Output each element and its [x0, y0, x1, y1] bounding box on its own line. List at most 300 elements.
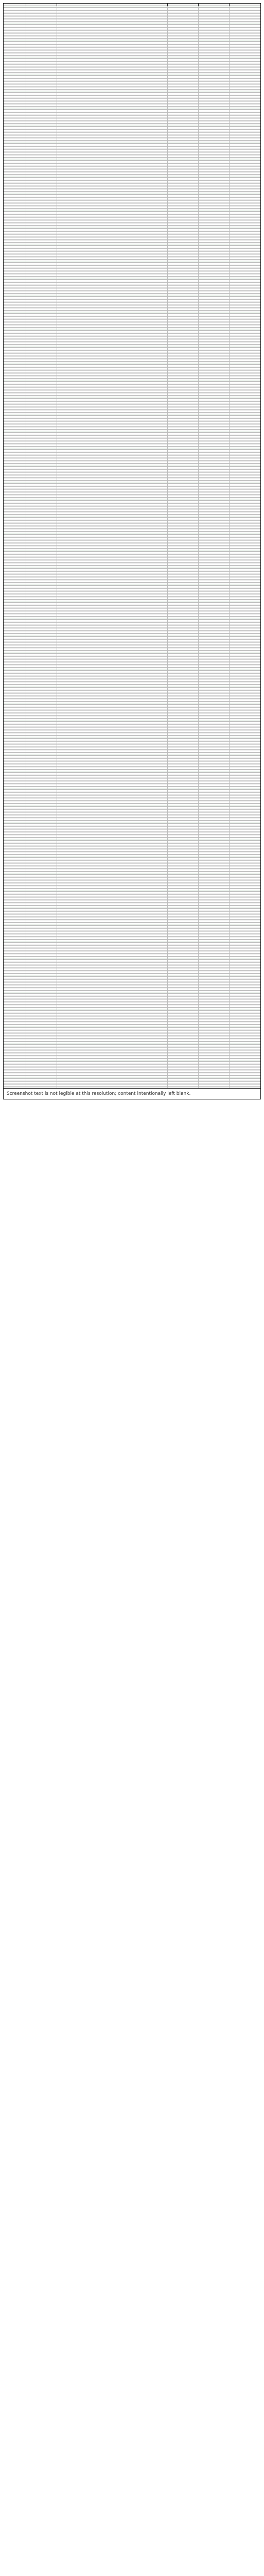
- table-cell: [199, 705, 230, 706]
- table-cell: [57, 88, 168, 89]
- table-cell: [168, 138, 199, 139]
- table-cell: [26, 335, 57, 336]
- table-cell: [168, 733, 199, 734]
- table-cell: [57, 230, 168, 231]
- table-cell: [4, 199, 26, 200]
- table-cell: [230, 144, 260, 145]
- table-cell: [230, 250, 260, 251]
- table-cell: [199, 235, 230, 236]
- table-cell: [26, 553, 57, 554]
- table-cell: [4, 91, 26, 92]
- table-cell: [199, 740, 230, 741]
- table-cell: [168, 509, 199, 510]
- table-cell: [4, 1005, 26, 1006]
- table-cell: [4, 232, 26, 233]
- table-cell: [199, 346, 230, 347]
- table-cell: [230, 983, 260, 984]
- table-cell: [168, 1043, 199, 1044]
- table-cell: [199, 875, 230, 876]
- table-cell: [230, 79, 260, 80]
- table-cell: [199, 185, 230, 187]
- table-cell: [26, 63, 57, 64]
- table-cell: [168, 543, 199, 544]
- table-cell: [4, 912, 26, 913]
- table-cell: [199, 12, 230, 13]
- table-cell: [26, 971, 57, 972]
- spreadsheet-table: [3, 3, 261, 1099]
- table-cell: [230, 1070, 260, 1071]
- table-cell: [26, 199, 57, 200]
- table-cell: [230, 886, 260, 887]
- table-cell: [230, 617, 260, 618]
- table-cell: [230, 349, 260, 350]
- table-cell: [230, 355, 260, 357]
- table-cell: [230, 811, 260, 812]
- table-cell: [4, 482, 26, 483]
- table-cell: [26, 879, 57, 880]
- table-cell: [26, 901, 57, 902]
- table-cell: [26, 295, 57, 296]
- table-cell: [26, 671, 57, 672]
- table-cell: [4, 400, 26, 401]
- table-cell: [168, 801, 199, 802]
- table-cell: [57, 323, 168, 324]
- table-cell: [4, 544, 26, 545]
- table-cell: [199, 1023, 230, 1024]
- table-cell: [26, 144, 57, 145]
- table-cell: [199, 774, 230, 775]
- table-cell: [199, 762, 230, 763]
- table-cell: [230, 124, 260, 125]
- table-cell: [199, 662, 230, 663]
- table-cell: [199, 592, 230, 593]
- table-cell: [4, 901, 26, 902]
- table-cell: [4, 286, 26, 287]
- table-cell: [230, 1082, 260, 1083]
- table-cell: [57, 764, 168, 765]
- table-cell: [168, 920, 199, 921]
- table-cell: [230, 445, 260, 446]
- table-cell: [168, 148, 199, 149]
- table-cell: [168, 385, 199, 386]
- table-cell: [168, 719, 199, 720]
- table-cell: [57, 1006, 168, 1007]
- table-cell: [26, 869, 57, 870]
- table-cell: [168, 510, 199, 511]
- table-cell: [26, 541, 57, 542]
- table-cell: [230, 876, 260, 877]
- table-cell: [57, 306, 168, 307]
- table-cell: [168, 828, 199, 829]
- table-cell: [26, 25, 57, 26]
- table-cell: [199, 539, 230, 540]
- table-cell: [57, 362, 168, 363]
- table-cell: [230, 985, 260, 986]
- table-cell: [57, 332, 168, 333]
- table-cell: [26, 722, 57, 723]
- table-cell: [26, 978, 57, 979]
- table-cell: [168, 68, 199, 69]
- table-cell: [168, 172, 199, 173]
- table-cell: [57, 743, 168, 744]
- table-cell: [26, 954, 57, 955]
- table-cell: [199, 389, 230, 391]
- table-cell: [168, 467, 199, 468]
- table-cell: [4, 736, 26, 737]
- table-cell: [199, 586, 230, 587]
- table-cell: [199, 190, 230, 191]
- table-cell: [199, 838, 230, 839]
- table-cell: [230, 170, 260, 171]
- table-cell: [26, 597, 57, 598]
- table-cell: [57, 771, 168, 772]
- table-cell: [199, 773, 230, 774]
- table-cell: [26, 861, 57, 862]
- table-cell: [230, 864, 260, 865]
- table-cell: [199, 269, 230, 270]
- table-cell: [230, 113, 260, 114]
- table-cell: [230, 216, 260, 217]
- table-cell: [57, 648, 168, 649]
- table-cell: [26, 107, 57, 108]
- table-cell: [26, 243, 57, 244]
- table-cell: [4, 420, 26, 421]
- table-cell: [199, 321, 230, 323]
- table-cell: [199, 743, 230, 744]
- table-cell: [26, 352, 57, 353]
- table-cell: [230, 742, 260, 743]
- table-cell: [4, 975, 26, 976]
- table-cell: [168, 957, 199, 958]
- table-cell: [26, 811, 57, 812]
- table-cell: [57, 155, 168, 156]
- table-cell: [199, 835, 230, 836]
- table-cell: [230, 90, 260, 91]
- table-cell: [230, 499, 260, 500]
- table-cell: [26, 859, 57, 860]
- table-cell: [230, 145, 260, 146]
- table-cell: [230, 77, 260, 78]
- table-cell: [168, 626, 199, 627]
- table-cell: [168, 498, 199, 499]
- table-cell: [230, 263, 260, 264]
- table-cell: [26, 1053, 57, 1054]
- table-cell: [57, 1087, 168, 1088]
- table-cell: [230, 453, 260, 454]
- table-cell: [230, 100, 260, 101]
- table-cell: [230, 116, 260, 117]
- table-cell: [4, 202, 26, 204]
- table-cell: [26, 654, 57, 655]
- table-cell: [199, 1051, 230, 1052]
- table-cell: [4, 448, 26, 449]
- table-cell: [168, 73, 199, 74]
- table-cell: [199, 136, 230, 137]
- table-cell: [168, 875, 199, 876]
- table-cell: [199, 261, 230, 262]
- table-cell: [26, 498, 57, 499]
- table-cell: [26, 1046, 57, 1047]
- table-cell: [57, 53, 168, 54]
- table-cell: [4, 932, 26, 933]
- table-cell: [57, 620, 168, 621]
- table-cell: [168, 1065, 199, 1066]
- table-cell: [4, 657, 26, 658]
- table-cell: [57, 408, 168, 409]
- table-cell: [26, 717, 57, 718]
- table-cell: [26, 804, 57, 805]
- table-cell: [168, 969, 199, 970]
- table-cell: [168, 782, 199, 783]
- table-cell: [26, 672, 57, 673]
- table-cell: [26, 640, 57, 641]
- table-cell: [230, 677, 260, 678]
- table-cell: [168, 417, 199, 418]
- table-cell: [199, 366, 230, 367]
- table-cell: [199, 796, 230, 797]
- table-cell: [168, 839, 199, 840]
- table-cell: [168, 1028, 199, 1029]
- table-cell: [26, 481, 57, 482]
- table-cell: [230, 767, 260, 768]
- table-cell: [230, 187, 260, 188]
- table-cell: [230, 176, 260, 177]
- table-cell: [57, 6, 168, 7]
- table-cell: [4, 1042, 26, 1043]
- table-cell: [199, 556, 230, 557]
- table-cell: [26, 187, 57, 188]
- table-cell: [26, 832, 57, 833]
- table-cell: [26, 709, 57, 710]
- table-cell: [230, 708, 260, 709]
- table-cell: [230, 751, 260, 752]
- table-cell: [26, 1051, 57, 1052]
- table-cell: [26, 679, 57, 680]
- table-cell: [57, 484, 168, 485]
- table-cell: [199, 634, 230, 635]
- table-cell: [168, 1039, 199, 1040]
- table-cell: [230, 793, 260, 794]
- table-cell: [57, 649, 168, 650]
- table-cell: [199, 751, 230, 752]
- table-cell: [199, 611, 230, 612]
- table-cell: [230, 23, 260, 24]
- table-cell: [57, 907, 168, 908]
- table-cell: [57, 365, 168, 366]
- table-cell: [230, 600, 260, 601]
- table-cell: [230, 308, 260, 309]
- table-cell: [230, 1062, 260, 1063]
- table-cell: [57, 986, 168, 987]
- table-cell: [168, 853, 199, 854]
- table-cell: [26, 422, 57, 423]
- table-cell: [26, 629, 57, 630]
- table-cell: [26, 53, 57, 54]
- table-cell: [57, 379, 168, 380]
- table-cell: [168, 357, 199, 358]
- table-cell: [4, 295, 26, 296]
- table-cell: [26, 623, 57, 624]
- table-cell: [230, 862, 260, 863]
- table-cell: [230, 389, 260, 391]
- table-cell: [4, 12, 26, 13]
- table-cell: [57, 947, 168, 948]
- table-cell: [57, 179, 168, 180]
- table-cell: [4, 951, 26, 952]
- table-cell: [168, 651, 199, 652]
- table-cell: [199, 869, 230, 870]
- table-cell: [230, 592, 260, 593]
- table-cell: [230, 748, 260, 749]
- table-cell: [26, 136, 57, 137]
- table-cell: [57, 481, 168, 482]
- table-cell: [26, 22, 57, 23]
- table-cell: [168, 318, 199, 319]
- table-cell: [168, 694, 199, 695]
- table-cell: [168, 136, 199, 137]
- table-cell: [168, 774, 199, 775]
- table-cell: [4, 128, 26, 129]
- table-cell: [199, 621, 230, 622]
- table-cell: [168, 876, 199, 877]
- table-cell: [168, 836, 199, 837]
- table-cell: [168, 459, 199, 460]
- table-cell: [26, 281, 57, 282]
- table-cell: [4, 11, 26, 12]
- table-cell: [26, 947, 57, 948]
- table-cell: [4, 728, 26, 729]
- table-cell: [26, 711, 57, 712]
- table-cell: [26, 76, 57, 77]
- table-cell: [4, 801, 26, 802]
- table-cell: [26, 287, 57, 289]
- table-cell: [4, 980, 26, 981]
- table-cell: [168, 587, 199, 588]
- table-cell: [4, 989, 26, 990]
- table-cell: [230, 989, 260, 990]
- table-cell: [57, 538, 168, 539]
- table-cell: [57, 890, 168, 891]
- table-cell: [57, 499, 168, 500]
- table-cell: [168, 416, 199, 417]
- table-cell: [199, 535, 230, 536]
- table-cell: [230, 12, 260, 13]
- table-cell: [26, 164, 57, 165]
- table-cell: [199, 929, 230, 930]
- table-cell: [4, 546, 26, 547]
- table-cell: [57, 1043, 168, 1044]
- table-cell: [199, 297, 230, 298]
- table-cell: [230, 48, 260, 49]
- table-cell: [230, 621, 260, 622]
- table-cell: [26, 994, 57, 995]
- table-cell: [230, 612, 260, 613]
- table-cell: [168, 125, 199, 126]
- table-cell: [26, 182, 57, 183]
- table-cell: [26, 8, 57, 9]
- table-cell: [4, 6, 26, 7]
- table-cell: [4, 1080, 26, 1081]
- table-cell: [57, 1023, 168, 1024]
- table-cell: [57, 949, 168, 950]
- table-cell: [26, 201, 57, 202]
- table-cell: [230, 753, 260, 754]
- table-cell: [199, 37, 230, 38]
- table-cell: [4, 335, 26, 336]
- table-cell: [168, 1068, 199, 1069]
- table-cell: [57, 971, 168, 972]
- table-cell: [26, 522, 57, 523]
- table-cell: [26, 31, 57, 32]
- table-cell: [4, 206, 26, 207]
- table-cell: [168, 53, 199, 54]
- table-cell: [199, 457, 230, 459]
- table-cell: [4, 70, 26, 71]
- table-cell: [199, 423, 230, 425]
- table-cell: [199, 80, 230, 81]
- table-cell: [4, 649, 26, 650]
- table-cell: [168, 640, 199, 641]
- table-cell: [168, 60, 199, 61]
- table-cell: [230, 586, 260, 587]
- table-cell: [199, 960, 230, 961]
- table-cell: [230, 998, 260, 999]
- table-cell: [168, 798, 199, 799]
- table-cell: [26, 501, 57, 502]
- table-cell: [230, 238, 260, 239]
- table-cell: [26, 1040, 57, 1041]
- table-cell: [26, 151, 57, 152]
- table-cell: [57, 785, 168, 786]
- table-cell: [230, 206, 260, 207]
- table-cell: [4, 631, 26, 632]
- table-cell: [26, 232, 57, 233]
- table-cell: [168, 607, 199, 608]
- table-cell: [26, 369, 57, 370]
- table-cell: [26, 1083, 57, 1084]
- table-cell: [4, 762, 26, 763]
- table-cell: [4, 770, 26, 771]
- table-cell: [4, 785, 26, 786]
- table-cell: [57, 866, 168, 867]
- table-cell: [230, 522, 260, 523]
- table-cell: [168, 428, 199, 429]
- table-cell: [57, 478, 168, 479]
- table-cell: [199, 201, 230, 202]
- table-cell: [168, 516, 199, 517]
- table-cell: [230, 646, 260, 647]
- table-cell: [57, 935, 168, 936]
- table-cell: [230, 167, 260, 168]
- table-cell: [199, 853, 230, 854]
- table-cell: [26, 569, 57, 570]
- table-cell: [230, 995, 260, 996]
- table-cell: [230, 295, 260, 296]
- table-cell: [26, 862, 57, 863]
- table-cell: [4, 1023, 26, 1024]
- table-cell: [199, 575, 230, 576]
- table-cell: [57, 719, 168, 720]
- table-cell: [26, 57, 57, 58]
- table-cell: [26, 291, 57, 292]
- table-cell: [168, 890, 199, 891]
- table-cell: [168, 538, 199, 539]
- table-cell: [57, 159, 168, 160]
- table-cell: [57, 660, 168, 661]
- table-cell: [199, 788, 230, 789]
- table-cell: [4, 694, 26, 695]
- table-cell: [26, 417, 57, 418]
